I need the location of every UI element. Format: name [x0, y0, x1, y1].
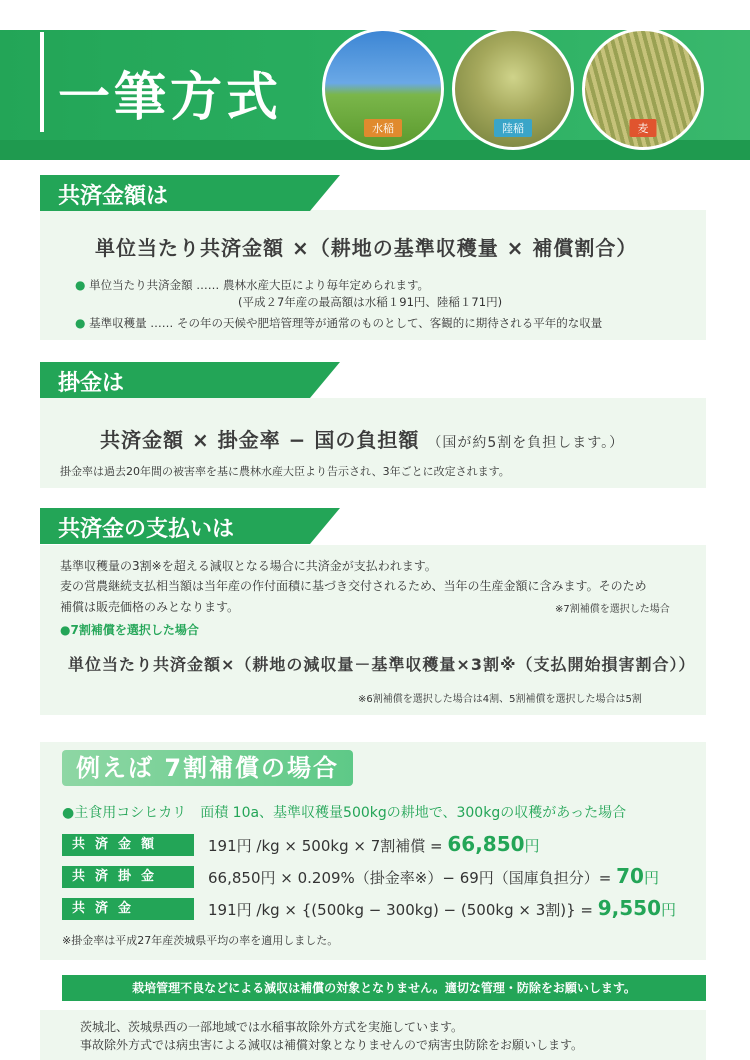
payment-footnote: ※7割補償を選択した場合 — [555, 604, 670, 615]
wheat-photo — [582, 28, 704, 150]
calc-result: 66,850 — [447, 832, 525, 856]
bullet-item: ● 単位当たり共済金額 …… 農林水産大臣により毎年定められます。 — [75, 278, 430, 292]
footer-text: 事故除外方式では病虫害による減収は補償対象となりませんので病害虫防除をお願いします。 — [80, 1038, 584, 1052]
photo-label: 水稲 — [364, 119, 402, 137]
formula: 共済金額 × 掛金率 − 国の負担額 （国が約5割を負担します。） — [100, 428, 625, 452]
calc-expression: 191円 /kg × 500kg × 7割補償 = 66,850円 — [208, 832, 540, 856]
calc-label: 共済金 — [62, 898, 194, 920]
header — [0, 0, 750, 160]
title-accent-bar — [40, 32, 44, 132]
rice-paddy-photo — [322, 28, 444, 150]
footer-text: 茨城北、茨城県西の一部地域では水稲事故除外方式を実施しています。 — [80, 1020, 464, 1034]
example-title: 例えば 7割補償の場合 — [62, 750, 353, 786]
section-heading: 共済金額は — [40, 175, 310, 211]
formula-footnote: ※6割補償を選択した場合は4割、5割補償を選択した場合は5割 — [358, 694, 642, 705]
calc-expression: 191円 /kg × {(500kg − 300kg) − (500kg × 3割)} = 9,550円 — [208, 896, 677, 920]
page-title: 一筆方式 — [58, 68, 283, 128]
example-subheading: ●主食用コシヒカリ 面積 10a、基準収穫量500kgの耕地で、300kgの収穫があった場合 — [62, 805, 627, 821]
payment-text: 基準収穫量の3割※を超える減収となる場合に共済金が支払われます。 — [60, 559, 437, 573]
photo-label: 麦 — [630, 119, 657, 137]
formula: 単位当たり共済金額 ×（耕地の基準収穫量 × 補償割合） — [95, 236, 638, 260]
calc-result: 9,550 — [597, 896, 662, 920]
footer-banner: 栽培管理不良などによる減収は補償の対象となりません。適切な管理・防除をお願いします。 — [62, 975, 706, 1001]
calc-label: 共済掛金 — [62, 866, 194, 888]
payment-text: 補償は販売価格のみとなります。 — [60, 600, 240, 614]
calc-label: 共済金額 — [62, 834, 194, 856]
photo-label: 陸稲 — [494, 119, 532, 137]
section-heading: 共済金の支払いは — [40, 508, 310, 544]
upland-rice-photo — [452, 28, 574, 150]
calc-result: 70 — [616, 864, 644, 888]
formula: 単位当たり共済金額×（耕地の減収量－基準収穫量×3割※（支払開始損害割合）） — [68, 655, 696, 674]
calc-expression: 66,850円 × 0.209%（掛金率※）− 69円（国庫負担分）= 70円 — [208, 864, 659, 888]
bullet-item: ● 基準収穫量 …… その年の天候や肥培管理等が通常のものとして、客観的に期待される平年的な収量 — [75, 316, 603, 330]
premium-note: 掛金率は過去20年間の被害率を基に農林水産大臣より告示され、3年ごとに改定されます。 — [60, 465, 510, 478]
subheading: ●7割補償を選択した場合 — [60, 623, 199, 637]
payment-text: 麦の営農継続支払相当額は当年産の作付面積に基づき交付されるため、当年の生産金額に含みます。そのため — [60, 579, 647, 593]
bullet-icon: ● — [75, 316, 86, 330]
example-footnote: ※掛金率は平成27年産茨城県平均の率を適用しました。 — [62, 934, 339, 947]
bullet-icon: ● — [75, 278, 86, 292]
bullet-note: (平成２7年産の最高額は水稲１91円、陸稲１71円) — [238, 295, 503, 309]
section-heading: 掛金は — [40, 362, 310, 398]
